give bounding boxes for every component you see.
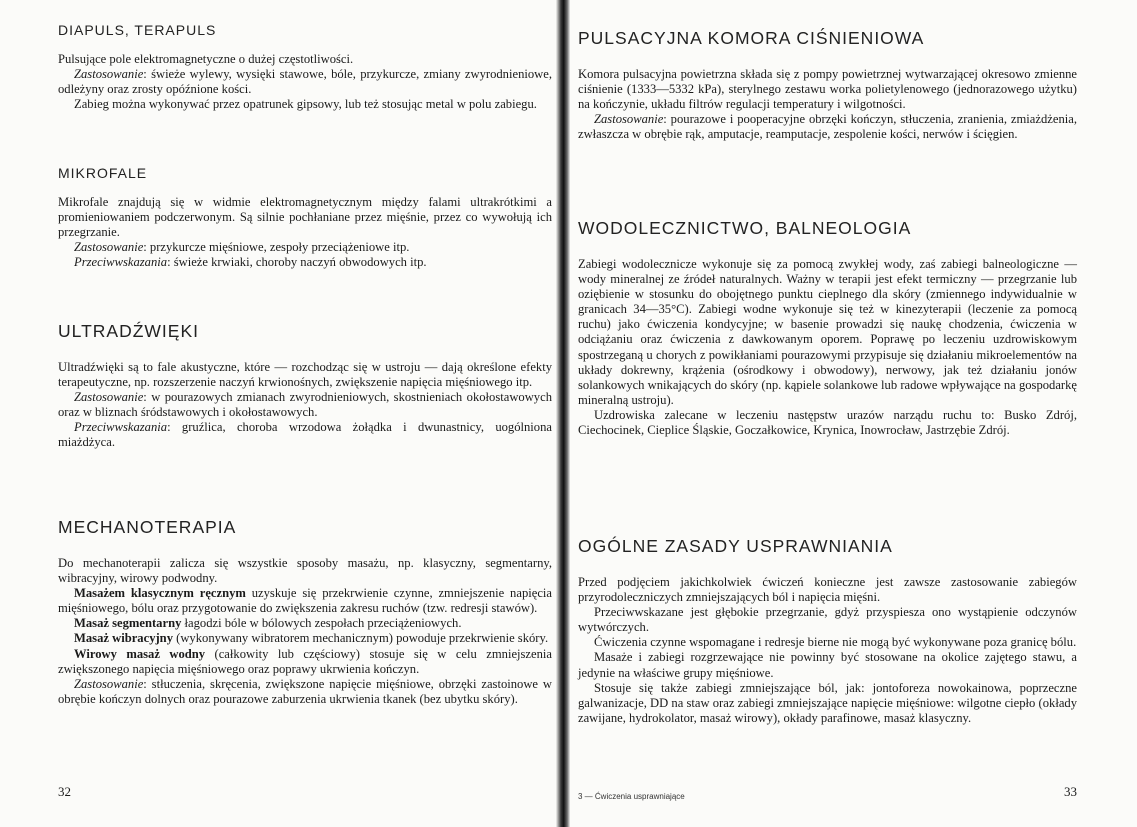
paragraph bbox=[578, 650, 1077, 680]
italic-term: Zastosowanie bbox=[594, 112, 664, 127]
text-run: : w pourazowych zmianach zwyrodnieniowych, skostnieniach okołostawowych oraz w bliznach śródstawowych i okołostawowych. bbox=[58, 390, 552, 420]
italic-term: Zastosowanie bbox=[74, 240, 144, 255]
text-run: : pourazowe i pooperacyjne obrzęki kończyn, stłuczenia, zranienia, zmiażdżenia, zwłaszcza w obrębie rąk, amputacje, reamputacje, zespolenie kości, nerwów i ścięgien. bbox=[578, 112, 1077, 142]
paragraph bbox=[58, 52, 552, 67]
paragraph bbox=[58, 97, 552, 112]
text-run: Przeciwwskazane jest głębokie przegrzanie, gdyż przyspiesza ono wystąpienie odczynów wytwórczych. bbox=[578, 605, 1077, 635]
bold-term: Wirowy masaż wodny bbox=[74, 646, 206, 661]
italic-term: Zastosowanie bbox=[74, 390, 144, 405]
italic-term: Zastosowanie bbox=[74, 676, 144, 691]
paragraph bbox=[58, 240, 552, 255]
left-page bbox=[0, 0, 562, 827]
paragraph bbox=[578, 605, 1077, 635]
bold-term: Masaż wibracyjny bbox=[74, 631, 173, 646]
text-run: Ćwiczenia czynne wspomagane i redresje bierne nie mogą być wykonywane poza granicę bólu. bbox=[594, 635, 1077, 650]
text-run: : świeże krwiaki, choroby naczyń obwodowych itp. bbox=[167, 255, 427, 270]
text-run: Uzdrowiska zalecane w leczeniu następstw urazów narządu ruchu to: Busko Zdrój, Ciechocinek, Cieplice Śląskie, Goczałkowice, Krynica, Inowrocław, Jastrzębie Zdrój. bbox=[578, 407, 1077, 438]
paragraph bbox=[578, 67, 1077, 112]
text-run: Zabiegi wodolecznicze wykonuje się za pomocą zwykłej wody, zaś zabiegi balneologiczne — wody mineralnej ze źródeł naturalnych. Ważny w terapii jest efekt termiczny — przegrzanie lub oziębienie w stosunku do obojętnego punktu cieplnego dla skóry (zmiennego indywidualnie w granicach 34—35°C). Zabiegi wodne wykonuje się też w kinezyterapii (leczenie za pomocą ruchu) jako ćwiczenia kondycyjne; w basenie prowadzi się naukę chodzenia, ćwiczenia w odciążaniu oraz ćwiczenia z dawkowanym oporem. Poprawę po leczeniu uzdrowiskowym spostrzeganą u chorych z powikłaniami pourazowymi przypisuje się działaniu mikroelementów na układy dokrewny, krążenia (ośrodkowy i obwodowy), nerwowy, jak też działaniu jonów solankowych wnikających do skóry (np. kąpiele solankowe lub radowe wpływające na gospodarkę mineralną ustroju). bbox=[578, 257, 1077, 407]
paragraph bbox=[58, 586, 552, 616]
section-heading: MECHANOTERAPIA bbox=[58, 517, 237, 537]
paragraph bbox=[578, 681, 1077, 726]
italic-term: Przeciwwskazania bbox=[74, 255, 168, 270]
section-heading: MIKROFALE bbox=[58, 165, 148, 181]
text-run: Komora pulsacyjna powietrzna składa się z pompy powietrznej wytwarzającej okresowo zmienne ciśnienie (1333—5332 kPa), sterylnego zestawu worka polietylenowego (jednorazowego użytku) na kończynie, układu filtrów regulacji temperatury i wilgotności. bbox=[578, 67, 1077, 112]
paragraph bbox=[58, 420, 552, 450]
text-run: Stosuje się także zabiegi zmniejszające ból, jak: jontoforeza nowokainowa, poprzeczne galwanizacje, DD na staw oraz zabiegi zmniejszające napięcie mięśniowe: wilgotne ciepło (okłady zawijane, hydrokolator, masaż wirowy), okłady parafinowe, masaż klasyczny. bbox=[578, 680, 1077, 725]
text-run: łagodzi bóle w bólowych zespołach przeciążeniowych. bbox=[181, 616, 462, 631]
text-run: Zabieg można wykonywać przez opatrunek gipsowy, lub też stosując metal w polu zabiegu. bbox=[74, 97, 537, 112]
text-run: : gruźlica, choroba wrzodowa żołądka i dwunastnicy, uogólniona miażdżyca. bbox=[58, 420, 552, 450]
section-wodolecznictwo bbox=[578, 218, 1077, 438]
paragraph bbox=[58, 195, 552, 240]
paragraph bbox=[58, 677, 552, 707]
section-ultradzwieki bbox=[58, 321, 552, 451]
section-mikrofale bbox=[58, 165, 552, 270]
text-run: Do mechanoterapii zalicza się wszystkie sposoby masażu, np. klasyczny, segmentarny, wibracyjny, wirowy podwodny. bbox=[58, 556, 552, 586]
text-run: Mikrofale znajdują się w widmie elektromagnetycznym między falami ultrakrótkimi a promieniowaniem podczerwonym. Są silnie pochłaniane przez mięśnie, przez co wywołują ich przegrzanie. bbox=[58, 195, 552, 240]
right-page bbox=[568, 0, 1137, 827]
text-run: (całkowity lub częściowy) stosuje się w celu zmniejszenia zwiększonego napięcia mięśniowego oraz poprawy ukrwienia kończyn. bbox=[58, 646, 552, 676]
text-run: Masaże i zabiegi rozgrzewające nie powinny być stosowane na okolice zajętego stawu, a jedynie na właściwe grupy mięśniowe. bbox=[578, 650, 1077, 680]
section-zasady bbox=[578, 536, 1077, 726]
section-heading: WODOLECZNICTWO, BALNEOLOGIA bbox=[578, 218, 912, 238]
paragraph bbox=[578, 112, 1077, 142]
section-heading: OGÓLNE ZASADY USPRAWNIANIA bbox=[578, 536, 893, 556]
text-run: : stłuczenia, skręcenia, zwiększone napięcie mięśniowe, obrzęki zastoinowe w obrębie kończyn dolnych oraz pourazowe zaburzenia ukrwienia tkanek (bez ubytku skóry). bbox=[58, 676, 552, 706]
paragraph bbox=[578, 575, 1077, 605]
italic-term: Zastosowanie bbox=[74, 67, 144, 82]
text-run: : świeże wylewy, wysięki stawowe, bóle, przykurcze, zmiany zwyrodnieniowe, odleżyny oraz zrosty opóźnione kości. bbox=[58, 67, 552, 97]
paragraph bbox=[58, 360, 552, 390]
bold-term: Masażem klasycznym ręcznym bbox=[74, 586, 246, 601]
paragraph bbox=[58, 67, 552, 97]
paragraph bbox=[58, 390, 552, 420]
section-heading: PULSACYJNA KOMORA CIŚNIENIOWA bbox=[578, 28, 925, 48]
text-run: : przykurcze mięśniowe, zespoły przeciążeniowe itp. bbox=[143, 240, 410, 255]
section-heading: ULTRADŹWIĘKI bbox=[58, 321, 199, 341]
paragraph bbox=[578, 635, 1077, 650]
page-number-left: 32 bbox=[58, 784, 71, 799]
paragraph bbox=[58, 631, 552, 646]
paragraph bbox=[58, 616, 552, 631]
paragraph bbox=[58, 556, 552, 586]
paragraph bbox=[58, 255, 552, 270]
bold-term: Masaż segmentarny bbox=[74, 616, 182, 631]
page-footer: 3 — Ćwiczenia usprawniające bbox=[578, 792, 685, 801]
italic-term: Przeciwwskazania bbox=[74, 420, 168, 435]
section-komora bbox=[578, 28, 1077, 142]
page-number-right: 33 bbox=[1064, 784, 1077, 799]
paragraph bbox=[578, 257, 1077, 408]
section-mechanoterapia bbox=[58, 517, 552, 707]
text-run: Ultradźwięki są to fale akustyczne, które — rozchodząc się w ustroju — dają określone efekty terapeutyczne, np. rozszerzenie naczyń krwionośnych, zwiększenie napięcia mięśniowego itp. bbox=[58, 360, 552, 390]
text-run: uzyskuje się przekrwienie czynne, zmniejszenie napięcia mięśniowego, bólu oraz przygotowanie do zwiększenia zakresu ruchów (tzw. redresji stawów). bbox=[58, 586, 553, 616]
text-run: Pulsujące pole elektromagnetyczne o dużej częstotliwości. bbox=[58, 52, 354, 66]
paragraph bbox=[578, 408, 1077, 438]
text-run: (wykonywany wibratorem mechanicznym) powoduje przekrwienie skóry. bbox=[173, 631, 549, 646]
text-run: Przed podjęciem jakichkolwiek ćwiczeń konieczne jest zawsze zastosowanie zabiegów przyrodoleczniczych zmniejszających ból i napięcia mięśni. bbox=[578, 575, 1077, 605]
section-diapuls bbox=[58, 22, 552, 112]
paragraph bbox=[58, 647, 552, 677]
section-heading: DIAPULS, TERAPULS bbox=[58, 22, 217, 38]
